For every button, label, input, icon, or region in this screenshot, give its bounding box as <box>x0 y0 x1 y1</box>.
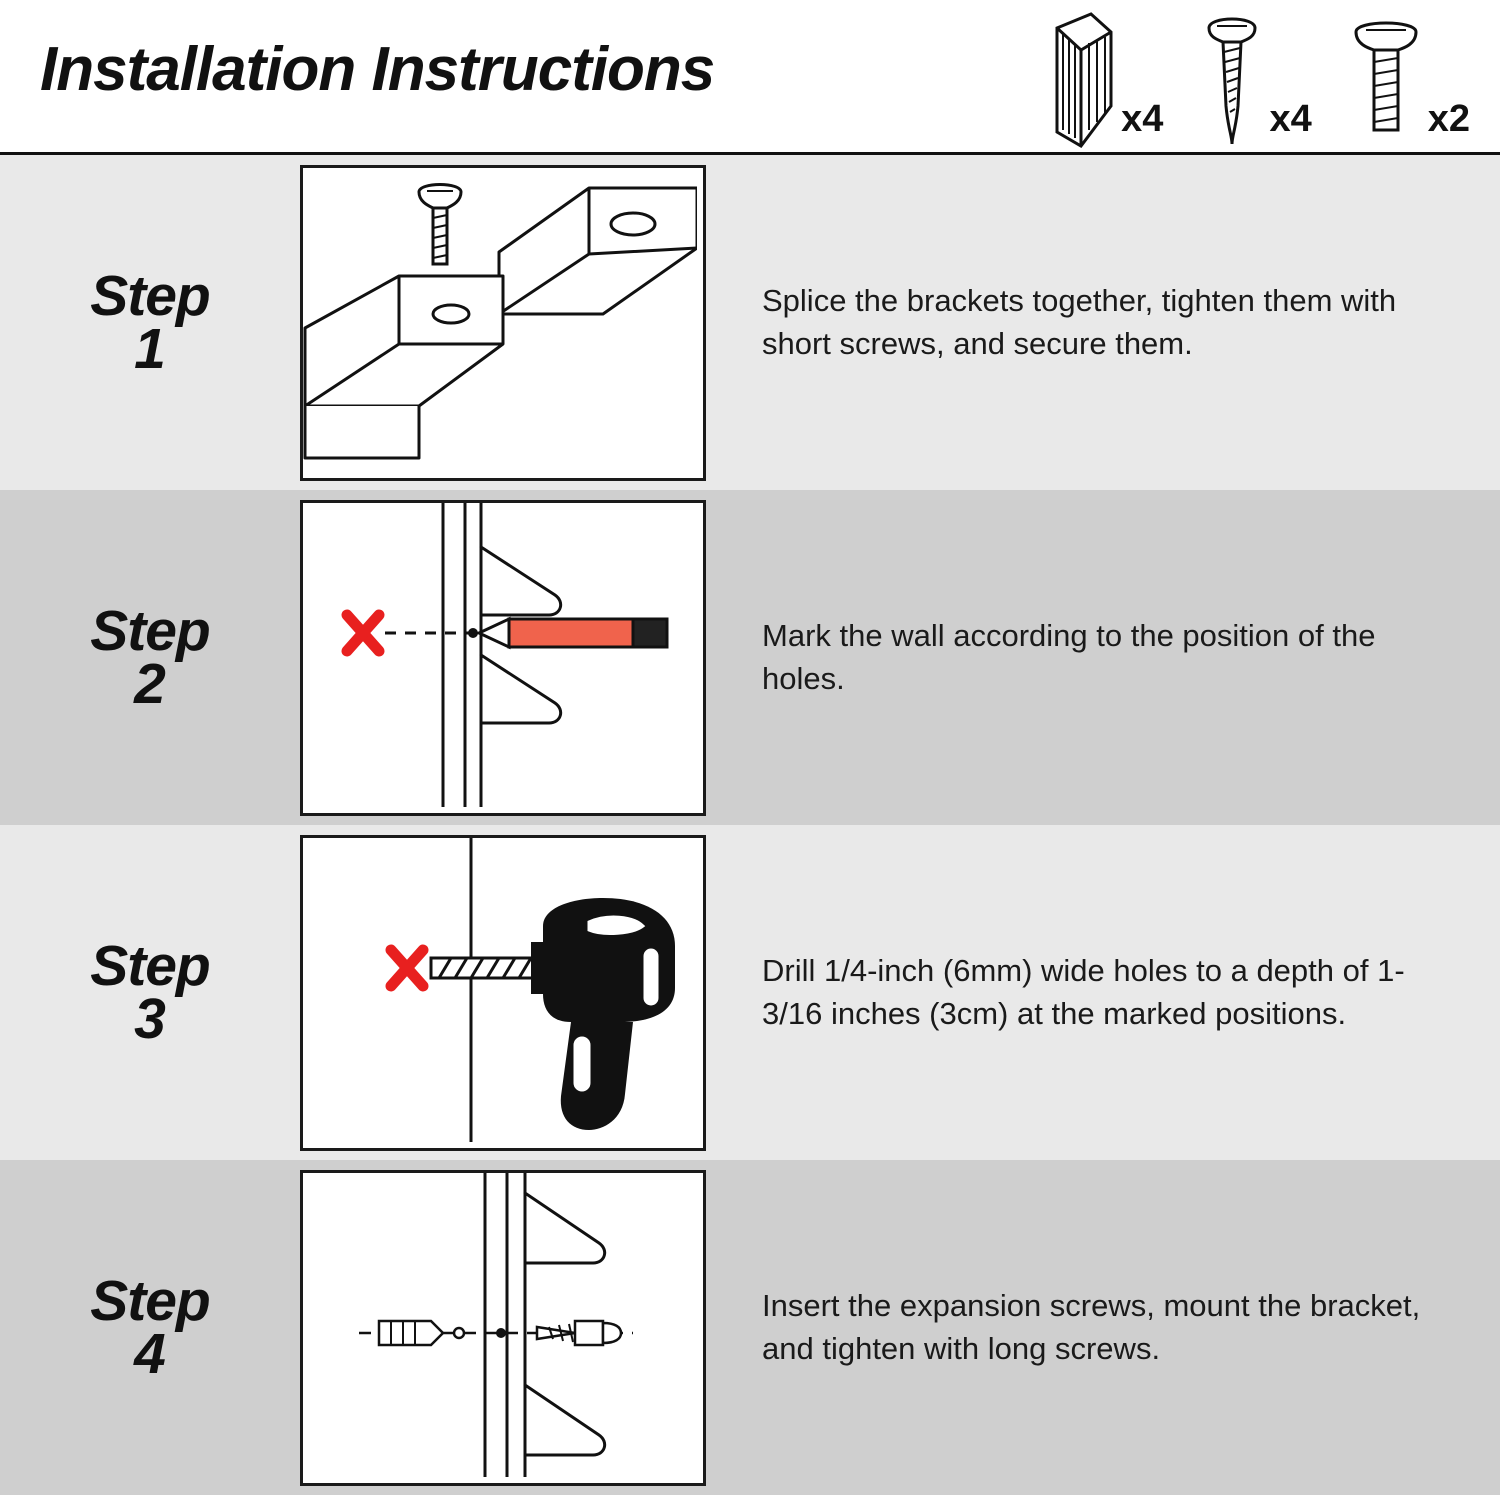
step-word: Step <box>90 264 210 329</box>
figure-step-3 <box>300 835 706 1151</box>
step-number: 4 <box>134 1321 166 1386</box>
step-text-3 <box>706 950 1500 1036</box>
step-number: 3 <box>134 986 166 1051</box>
step-number: 1 <box>134 316 166 381</box>
step-description: Mark the wall according to the position of the holes. <box>762 617 1376 696</box>
step-number: 2 <box>134 651 166 716</box>
step-text-2 <box>706 615 1500 701</box>
step-word: Step <box>90 1269 210 1334</box>
part-short-screw <box>1346 0 1470 150</box>
step-label-2 <box>0 599 300 716</box>
part-qty: x4 <box>1269 98 1312 140</box>
part-long-screw <box>1197 0 1311 150</box>
step-text-4 <box>706 1285 1500 1371</box>
steps-container <box>0 155 1500 1495</box>
step-row-4 <box>0 1160 1500 1495</box>
short-screw-icon <box>1346 10 1426 150</box>
step-label-4 <box>0 1269 300 1386</box>
step-word: Step <box>90 599 210 664</box>
part-qty: x4 <box>1121 98 1164 140</box>
step-word: Step <box>90 934 210 999</box>
wall-anchor-icon <box>1039 10 1119 150</box>
figure-step-2 <box>300 500 706 816</box>
step-row-3 <box>0 825 1500 1160</box>
header <box>0 0 1500 155</box>
page-title: Installation Instructions <box>40 35 715 104</box>
step-description: Splice the brackets together, tighten them with short screws, and secure them. <box>762 282 1397 361</box>
step-row-2 <box>0 490 1500 825</box>
step-row-1 <box>0 155 1500 490</box>
part-wall-anchor <box>1039 0 1163 150</box>
step-description: Insert the expansion screws, mount the bracket, and tighten with long screws. <box>762 1287 1421 1366</box>
step-text-1 <box>706 280 1500 366</box>
step-label-3 <box>0 934 300 1051</box>
figure-step-4 <box>300 1170 706 1486</box>
parts-list <box>1039 0 1470 150</box>
part-qty: x2 <box>1427 98 1470 140</box>
step-description: Drill 1/4-inch (6mm) wide holes to a depth of 1-3/16 inches (3cm) at the marked positions. <box>762 952 1405 1031</box>
long-screw-icon <box>1197 10 1267 150</box>
figure-step-1 <box>300 165 706 481</box>
step-label-1 <box>0 264 300 381</box>
